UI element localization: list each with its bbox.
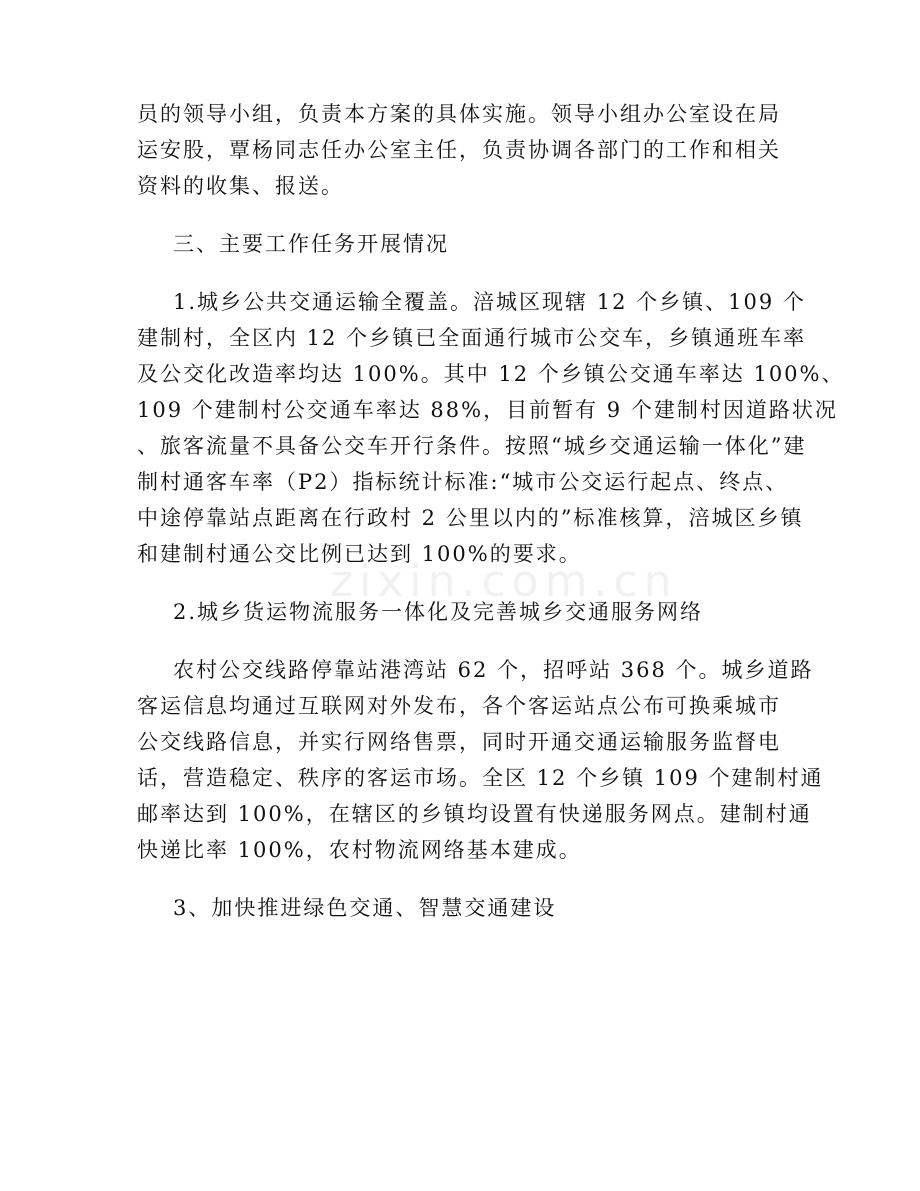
section-heading-main-tasks (137, 226, 783, 262)
text-line: 2.城乡货运物流服务一体化及完善城乡交通服务网络 (173, 600, 704, 624)
text-line: 员的领导小组，负责本方案的具体实施。领导小组办公室设在局 (137, 102, 781, 126)
subheading-freight-logistics (137, 594, 783, 630)
text-line: 快递比率 100%，农村物流网络基本建成。 (137, 838, 582, 862)
text-line: 话，营造稳定、秩序的客运市场。全区 12 个乡镇 109 个建制村通 (137, 766, 824, 790)
text-line: 三、主要工作任务开展情况 (173, 232, 449, 256)
watermark: zixin.com.cn (330, 556, 678, 607)
text-line: 3、加快推进绿色交通、智慧交通建设 (173, 896, 557, 920)
paragraph-gap (137, 204, 783, 226)
paragraph-public-transport-coverage (137, 284, 845, 572)
document-body (137, 96, 845, 926)
paragraph-gap (137, 868, 783, 890)
subheading-green-smart-transport (137, 890, 783, 926)
text-line: 运安股，覃杨同志任办公室主任，负责协调各部门的工作和相关 (137, 138, 781, 162)
text-line: 和建制村通公交比例已达到 100%的要求。 (137, 542, 582, 566)
paragraph-leadership-group (137, 96, 783, 204)
text-line: 1.城乡公共交通运输全覆盖。涪城区现辖 12 个乡镇、109 个 (173, 290, 806, 314)
text-line: 建制村，全区内 12 个乡镇已全面通行城市公交车，乡镇通班车率 (137, 326, 807, 350)
text-line: 109 个建制村公交通车率达 88%，目前暂有 9 个建制村因道路状况 (137, 398, 838, 422)
paragraph-gap (137, 630, 783, 652)
paragraph-gap (137, 572, 783, 594)
text-line: 制村通客车率（P2）指标统计标准:“城市公交运行起点、终点、 (137, 470, 789, 494)
text-line: 及公交化改造率均达 100%。其中 12 个乡镇公交通车率达 100%、 (137, 362, 845, 386)
paragraph-gap (137, 262, 783, 284)
text-line: 、旅客流量不具备公交车开行条件。按照“城乡交通运输一体化”建 (137, 434, 807, 458)
text-line: 资料的收集、报送。 (137, 174, 344, 198)
text-line: 公交线路信息，并实行网络售票，同时开通交通运输服务监督电 (137, 730, 781, 754)
text-line: 邮率达到 100%，在辖区的乡镇均设置有快递服务网点。建制村通 (137, 802, 812, 826)
text-line: 客运信息均通过互联网对外发布，各个客运站点公布可换乘城市 (137, 694, 781, 718)
text-line: 农村公交线路停靠站港湾站 62 个，招呼站 368 个。城乡道路 (173, 658, 814, 682)
text-line: 中途停靠站点距离在行政村 2 公里以内的”标准核算，涪城区乡镇 (137, 506, 804, 530)
paragraph-rural-bus-stations (137, 652, 824, 868)
